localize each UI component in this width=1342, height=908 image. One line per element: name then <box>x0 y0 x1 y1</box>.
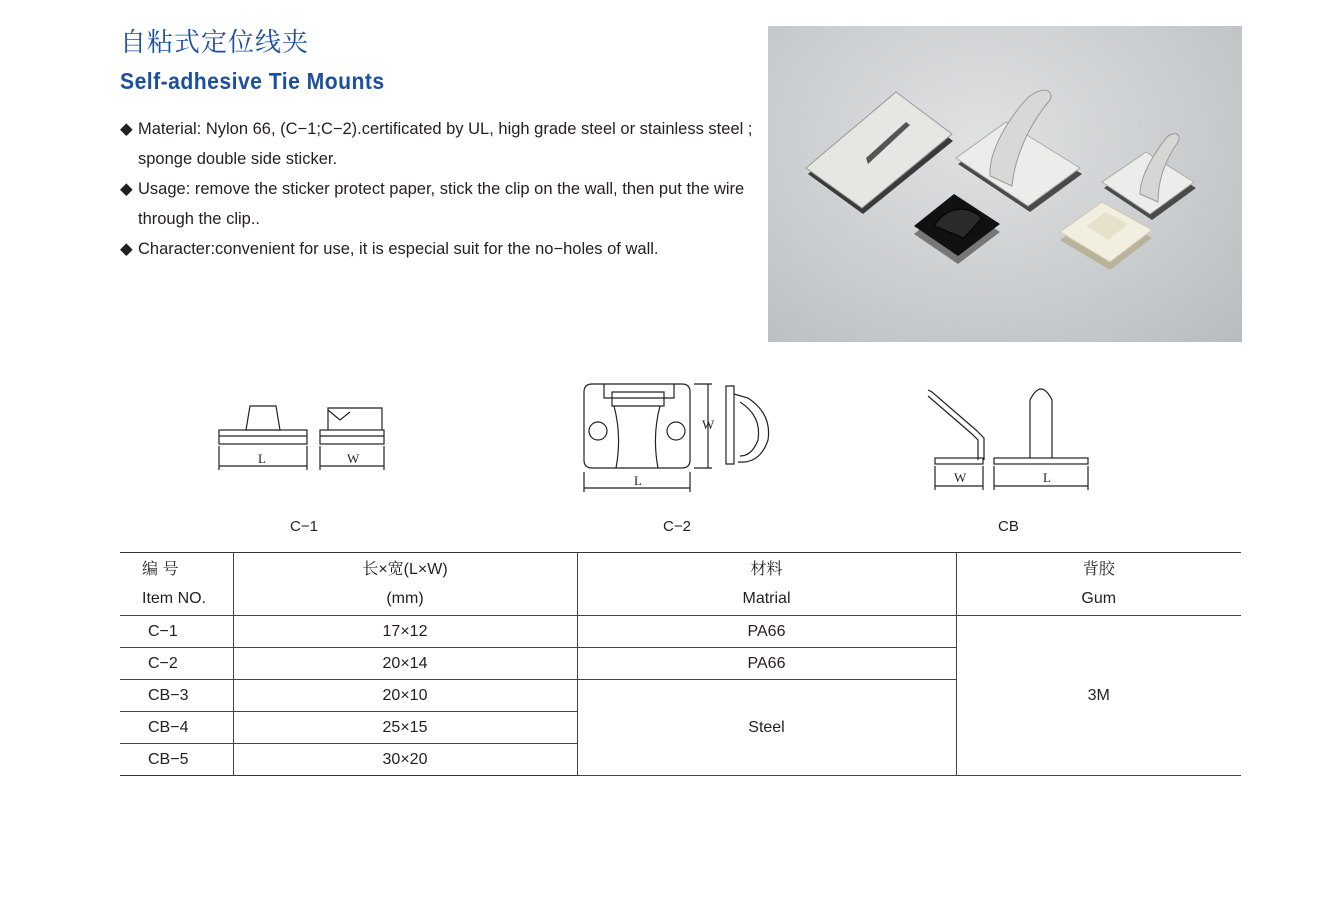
c1-dim-l: L <box>258 451 266 466</box>
page-title-chinese: 自粘式定位线夹 <box>120 28 310 58</box>
steel-clip-mount-icon <box>956 90 1082 212</box>
c1-dim-w: W <box>347 451 360 466</box>
cb-drawing <box>928 389 1088 490</box>
item-cell: CB−5 <box>120 744 233 776</box>
c2-dim-w: W <box>702 417 715 432</box>
item-cell: C−1 <box>120 616 233 648</box>
header-material: 材料 Matrial <box>577 553 956 616</box>
product-photo-illustration <box>768 26 1242 342</box>
page-title-english: Self-adhesive Tie Mounts <box>120 68 385 94</box>
usage-text: Usage: remove the sticker protect paper, stick the clip on the wall, then put the wire through the clip.. <box>138 180 745 228</box>
header-gum: 背胶 Gum <box>956 553 1241 616</box>
product-photo <box>768 26 1242 342</box>
usage-bullet <box>120 174 760 234</box>
size-cell: 20×14 <box>233 648 577 680</box>
material-text: Material: Nylon 66, (C−1;C−2).certificated by UL, high grade steel or stainless steel ; sponge double side sticker. <box>138 120 753 168</box>
spec-table <box>120 552 1241 776</box>
material-bullet <box>120 114 760 174</box>
size-cell: 20×10 <box>233 680 577 712</box>
diamond-bullet-icon: ◆ <box>120 180 133 198</box>
c2-drawing <box>584 384 769 492</box>
character-bullet <box>120 234 760 264</box>
item-cell: CB−3 <box>120 680 233 712</box>
size-cell: 17×12 <box>233 616 577 648</box>
material-cell: PA66 <box>577 648 956 680</box>
c2-dim-l: L <box>634 473 642 488</box>
header-item-no: 编 号 Item NO. <box>120 553 233 616</box>
material-cell: PA66 <box>577 616 956 648</box>
cb-dim-w: W <box>954 470 967 485</box>
table-header-row <box>120 553 1241 616</box>
character-text: Character:convenient for use, it is especial suit for the no−holes of wall. <box>138 240 659 258</box>
white-nylon-mount-icon <box>1060 202 1152 270</box>
diamond-bullet-icon: ◆ <box>120 240 133 258</box>
item-cell: CB−4 <box>120 712 233 744</box>
c1-drawing <box>219 406 384 470</box>
cb-dim-l: L <box>1043 470 1051 485</box>
c1-label: C−1 <box>290 518 318 535</box>
black-nylon-mount-icon <box>914 194 1000 264</box>
item-cell: C−2 <box>120 648 233 680</box>
header-size: 长×宽(L×W) (mm) <box>233 553 577 616</box>
diamond-bullet-icon: ◆ <box>120 120 133 138</box>
cb-label: CB <box>998 518 1019 535</box>
gum-cell: 3M <box>956 616 1241 776</box>
c2-label: C−2 <box>663 518 691 535</box>
feature-list <box>120 114 760 264</box>
size-cell: 25×15 <box>233 712 577 744</box>
large-steel-mount-icon <box>806 92 953 214</box>
technical-drawings <box>0 370 1342 510</box>
table-row <box>120 616 1241 648</box>
small-steel-clip-mount-icon <box>1102 134 1196 220</box>
size-cell: 30×20 <box>233 744 577 776</box>
material-cell: Steel <box>577 680 956 776</box>
